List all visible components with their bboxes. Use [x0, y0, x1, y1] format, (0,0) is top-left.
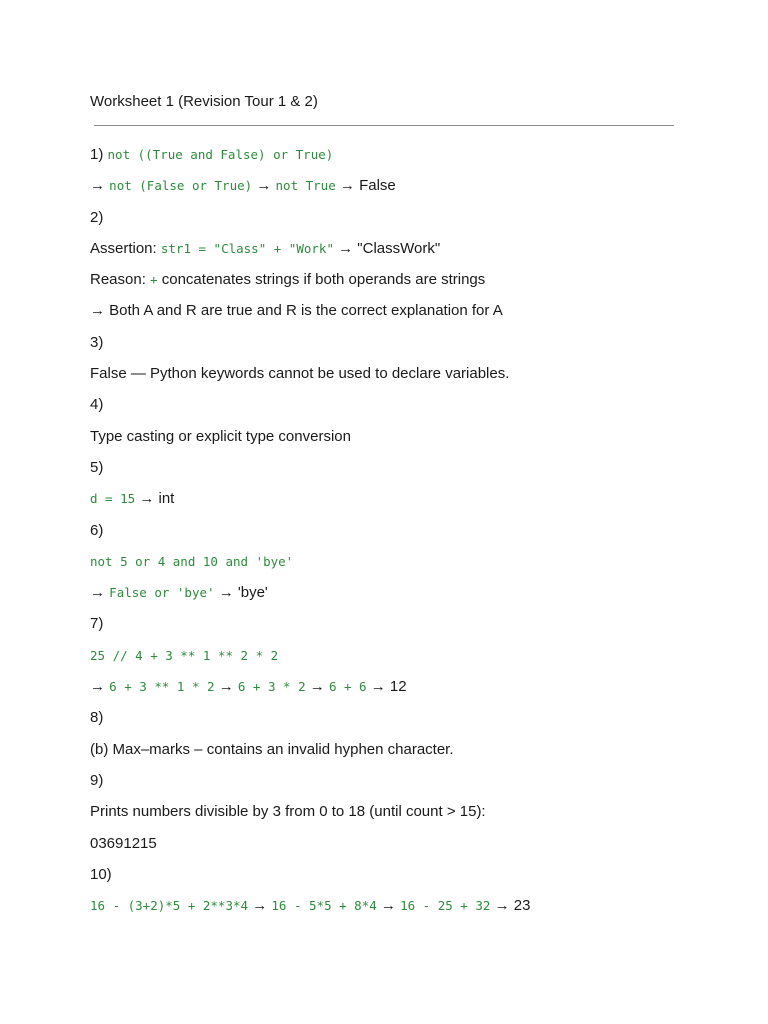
- code-snippet: 16 - (3+2)*5 + 2**3*4: [90, 898, 249, 914]
- answer-line: [90, 552, 730, 583]
- answer-line: [90, 145, 730, 176]
- answer-line: [90, 364, 730, 395]
- line-text: (b) Max–marks – contains an invalid hyphen character.: [90, 740, 454, 758]
- code-snippet: not (False or True): [109, 178, 253, 194]
- line-text: 8): [90, 709, 104, 727]
- code-snippet: 16 - 5*5 + 8*4: [271, 898, 377, 914]
- line-text: →: [90, 177, 110, 195]
- line-text: 1): [90, 146, 108, 163]
- line-text: Reason:: [90, 271, 151, 289]
- page-title: Worksheet 1 (Revision Tour 1 & 2): [90, 93, 318, 110]
- line-text: 9): [90, 771, 104, 789]
- code-snippet: 6 + 3 ** 1 * 2: [109, 679, 215, 695]
- answer-line: [90, 176, 730, 207]
- code-snippet: not ((True and False) or True): [107, 147, 334, 162]
- line-text: →: [305, 678, 329, 696]
- line-text: 7): [90, 615, 104, 633]
- line-text: 3): [90, 333, 104, 351]
- answer-line: [90, 677, 730, 708]
- answer-line: [90, 771, 730, 802]
- line-text: →: [376, 897, 401, 915]
- line-text: → Both A and R are true and R is the correct explanation for A: [90, 302, 503, 320]
- answer-line: [90, 708, 730, 739]
- answer-line: [90, 802, 730, 833]
- answer-line: [90, 208, 730, 239]
- line-text: 2): [90, 208, 104, 226]
- answer-lines: [90, 145, 730, 927]
- answer-line: [90, 740, 730, 771]
- answer-line: [90, 239, 730, 270]
- answer-line: [90, 614, 730, 645]
- answer-line: [90, 333, 730, 364]
- code-snippet: 25 // 4 + 3 ** 1 ** 2 * 2: [90, 647, 279, 663]
- line-text: →: [214, 678, 238, 696]
- code-snippet: d = 15: [90, 491, 136, 507]
- answer-line: [90, 521, 730, 552]
- line-text: 10): [90, 865, 112, 883]
- code-snippet: not True: [275, 178, 336, 194]
- answer-line: [90, 896, 730, 927]
- line-text: → "ClassWork": [333, 239, 441, 257]
- line-text: concatenates strings if both operands are strings: [157, 271, 486, 289]
- answer-line: [90, 646, 730, 677]
- line-text: → 23: [490, 897, 531, 915]
- line-text: →: [90, 678, 110, 696]
- line-text: Prints numbers divisible by 3 from 0 to 18 (until count > 15):: [90, 803, 486, 821]
- line-text: → False: [335, 177, 396, 195]
- line-text: → int: [135, 490, 175, 508]
- line-text: 6): [90, 521, 104, 539]
- line-text: → 12: [366, 678, 407, 696]
- code-snippet: 16 - 25 + 32: [400, 898, 491, 914]
- answer-line: [90, 865, 730, 896]
- line-text: 4): [90, 396, 104, 414]
- answer-line: [90, 270, 730, 301]
- answer-line: [90, 583, 730, 614]
- answer-line: [90, 301, 730, 332]
- title-divider: [94, 125, 674, 126]
- answer-line: [90, 834, 730, 865]
- code-snippet: False or 'bye': [109, 585, 215, 601]
- line-text: Type casting or explicit type conversion: [90, 427, 351, 445]
- line-text: False — Python keywords cannot be used to declare variables.: [90, 365, 510, 383]
- line-text: 03691215: [90, 834, 157, 852]
- code-snippet: not 5 or 4 and 10 and 'bye': [90, 553, 294, 569]
- line-text: →: [90, 584, 110, 602]
- line-text: →: [252, 177, 276, 195]
- line-text: → 'bye': [214, 584, 268, 602]
- code-snippet: str1 = "Class" + "Work": [160, 240, 334, 256]
- code-snippet: +: [150, 272, 158, 288]
- answer-line: [90, 395, 730, 426]
- answer-line: [90, 489, 730, 520]
- answer-line: [90, 427, 730, 458]
- code-snippet: 6 + 6: [328, 679, 367, 695]
- line-text: Assertion:: [90, 239, 161, 257]
- answer-line: [90, 458, 730, 489]
- code-snippet: 6 + 3 * 2: [237, 679, 306, 695]
- line-text: →: [248, 897, 272, 915]
- line-text: 5): [90, 458, 104, 476]
